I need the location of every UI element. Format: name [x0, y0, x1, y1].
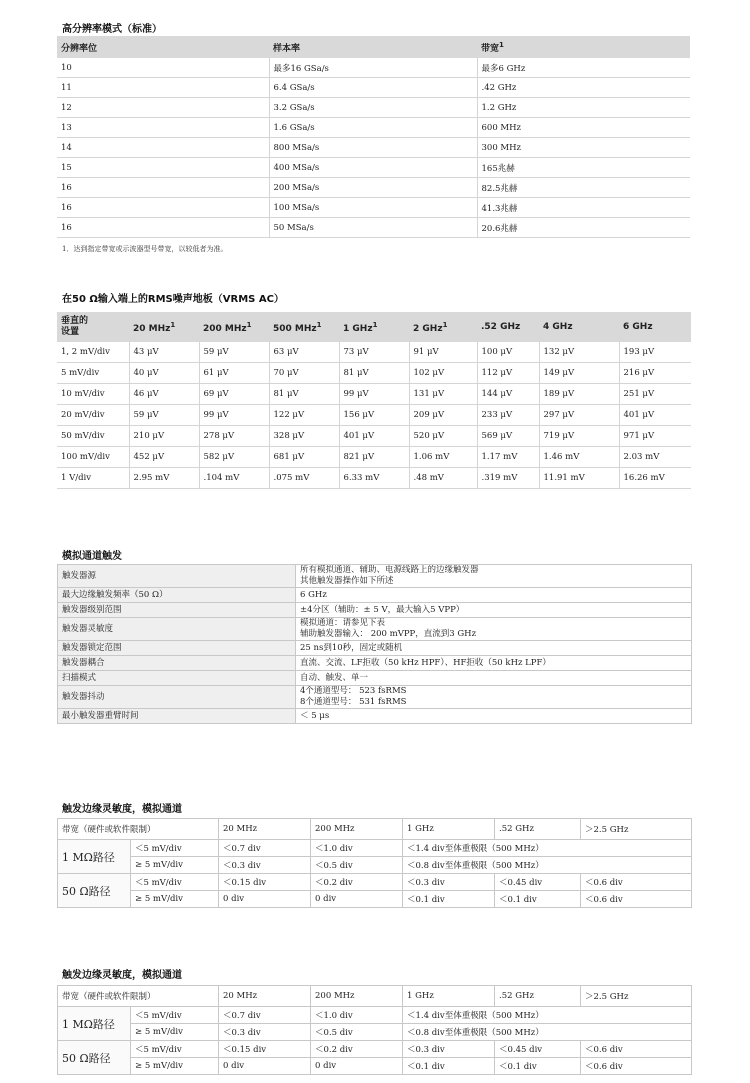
- table-cell: ＜0.1 div: [403, 1058, 495, 1075]
- section-title-edge-sensitivity: 触发边缘灵敏度，模拟通道: [62, 804, 182, 815]
- row-value: [296, 618, 692, 641]
- table-row: [58, 656, 692, 671]
- footnote-marker: 1: [372, 320, 378, 329]
- vdiv-cell: ≥ 5 mV/div: [131, 891, 219, 908]
- table-cell: 15: [57, 158, 269, 178]
- header-bandwidth: 带宽$^1$: [477, 36, 690, 58]
- table-cell: 81 μV: [269, 384, 339, 405]
- table-cell: 149 μV: [539, 363, 619, 384]
- table-cell: 156 μV: [339, 405, 409, 426]
- table-cell: ＜0.6 div: [581, 1041, 692, 1058]
- table-cell: ＜0.3 div: [219, 857, 311, 874]
- edge-sensitivity-table-2: [57, 985, 692, 1075]
- column-header: [129, 312, 199, 342]
- table-row: [58, 1041, 692, 1058]
- column-header: [409, 312, 477, 342]
- header-row: [58, 819, 692, 840]
- bandwidth-label: 带宽（硬件或软件限制）: [58, 819, 219, 840]
- table-row: [57, 158, 690, 178]
- header-line: 设置: [61, 327, 80, 337]
- table-cell: 69 μV: [199, 384, 269, 405]
- vdiv-cell: ＜5 mV/div: [131, 1041, 219, 1058]
- footnote: 1．达到指定带宽或示波器型号带宽，以较低者为准。: [62, 245, 228, 253]
- vdiv-cell: ＜5 mV/div: [131, 874, 219, 891]
- value-line: 6 GHz: [300, 589, 327, 600]
- trigger-table: [57, 564, 692, 724]
- table-cell: 165兆赫: [477, 158, 690, 178]
- section-title-trigger: 模拟通道触发: [62, 551, 122, 562]
- bandwidth-column: 1 GHz: [403, 819, 495, 840]
- table-cell: 99 μV: [199, 405, 269, 426]
- table-cell: 100 mV/div: [57, 447, 129, 468]
- table-cell: 122 μV: [269, 405, 339, 426]
- table-cell: 14: [57, 138, 269, 158]
- table-cell: 20.6兆赫: [477, 218, 690, 238]
- header-sample-rate: 样本率: [269, 36, 477, 58]
- table-cell: 569 μV: [477, 426, 539, 447]
- table-cell: 50 MSa/s: [269, 218, 477, 238]
- row-value: [296, 641, 692, 656]
- row-label: 触发器源: [58, 565, 296, 588]
- table-cell: 189 μV: [539, 384, 619, 405]
- bandwidth-label: 带宽（硬件或软件限制）: [58, 986, 219, 1007]
- bandwidth-column: 20 MHz: [219, 986, 311, 1007]
- table-cell: ＜0.8 div至体重极限（500 MHz）: [403, 857, 692, 874]
- table-row: [58, 603, 692, 618]
- header-text: 4 GHz: [543, 321, 573, 332]
- value-line: 所有模拟通道、辅助、电源线路上的边缘触发器: [300, 565, 479, 575]
- table-cell: 50 mV/div: [57, 426, 129, 447]
- table-row: [57, 218, 690, 238]
- value-line: 直流、交流、LF拒收（50 kHz HPF）、HF拒收（50 kHz LPF）: [300, 657, 551, 668]
- column-header: [199, 312, 269, 342]
- table-cell: 821 μV: [339, 447, 409, 468]
- vdiv-cell: ≥ 5 mV/div: [131, 1058, 219, 1075]
- header-resolution-bits: 分辨率位: [57, 36, 269, 58]
- footnote-marker: 1: [246, 320, 252, 329]
- header-text: 1 GHz: [343, 323, 373, 334]
- table-row: [58, 857, 692, 874]
- table-cell: ＜0.7 div: [219, 1007, 311, 1024]
- table-cell: 40 μV: [129, 363, 199, 384]
- header-text: 500 MHz: [273, 323, 317, 334]
- row-label: 最小触发器重臂时间: [58, 709, 296, 724]
- noise-floor-table: [57, 312, 691, 489]
- value-line: 8个通道型号： 531 fsRMS: [300, 697, 407, 707]
- value-line: ＜ 5 μs: [300, 710, 330, 721]
- table-cell: ＜0.5 div: [311, 857, 403, 874]
- table-cell: 300 MHz: [477, 138, 690, 158]
- row-label: 最大边缘触发频率（50 Ω）: [58, 588, 296, 603]
- column-header: [539, 312, 619, 342]
- table-row: [57, 78, 690, 98]
- table-cell: 401 μV: [339, 426, 409, 447]
- table-cell: 1, 2 mV/div: [57, 342, 129, 363]
- table-cell: 11.91 mV: [539, 468, 619, 489]
- bandwidth-column: 200 MHz: [311, 986, 403, 1007]
- table-cell: 216 μV: [619, 363, 691, 384]
- bandwidth-column: 200 MHz: [311, 819, 403, 840]
- table-cell: 61 μV: [199, 363, 269, 384]
- table-row: [58, 565, 692, 588]
- table-row: [58, 1024, 692, 1041]
- table-cell: 102 μV: [409, 363, 477, 384]
- table-cell: 800 MSa/s: [269, 138, 477, 158]
- bandwidth-column: 1 GHz: [403, 986, 495, 1007]
- vdiv-cell: ≥ 5 mV/div: [131, 1024, 219, 1041]
- table-cell: ＜0.1 div: [495, 891, 581, 908]
- table-cell: 2.95 mV: [129, 468, 199, 489]
- table-cell: ＜0.15 div: [219, 1041, 311, 1058]
- table-cell: 41.3兆赫: [477, 198, 690, 218]
- row-label: 触发器抖动: [58, 686, 296, 709]
- row-value: [296, 565, 692, 588]
- table-row: [58, 641, 692, 656]
- header-text: 6 GHz: [623, 321, 653, 332]
- table-cell: ＜0.15 div: [219, 874, 311, 891]
- table-cell: .42 GHz: [477, 78, 690, 98]
- table-row: [57, 447, 691, 468]
- table-cell: 719 μV: [539, 426, 619, 447]
- row-label: 触发器灵敏度: [58, 618, 296, 641]
- table-cell: 100 MSa/s: [269, 198, 477, 218]
- bandwidth-column: ＞2.5 GHz: [581, 819, 692, 840]
- table-cell: 193 μV: [619, 342, 691, 363]
- table-cell: 12: [57, 98, 269, 118]
- table-row: [57, 405, 691, 426]
- table-row: [57, 98, 690, 118]
- header-text: 2 GHz: [413, 323, 443, 334]
- footnote-marker: 1: [170, 320, 176, 329]
- footnote-marker: 1: [316, 320, 322, 329]
- table-cell: ＜0.45 div: [495, 1041, 581, 1058]
- section-title-edge-sensitivity-2: 触发边缘灵敏度，模拟通道: [62, 970, 182, 981]
- value-line: ±4分区（辅助：± 5 V，最大输入5 VPP）: [300, 604, 465, 615]
- path-1m: 1 MΩ路径: [58, 1007, 131, 1041]
- table-row: [57, 178, 690, 198]
- table-cell: 0 div: [311, 891, 403, 908]
- column-header: [477, 312, 539, 342]
- row-label: 触发器锁定范围: [58, 641, 296, 656]
- table-row: [58, 874, 692, 891]
- table-cell: ＜0.45 div: [495, 874, 581, 891]
- table-row: [57, 138, 690, 158]
- row-value: [296, 603, 692, 618]
- table-cell: 132 μV: [539, 342, 619, 363]
- table-cell: 233 μV: [477, 405, 539, 426]
- table-cell: .104 mV: [199, 468, 269, 489]
- table-cell: .075 mV: [269, 468, 339, 489]
- table-row: [58, 840, 692, 857]
- table-cell: 99 μV: [339, 384, 409, 405]
- table-cell: .319 mV: [477, 468, 539, 489]
- table-cell: 16.26 mV: [619, 468, 691, 489]
- table-cell: 59 μV: [199, 342, 269, 363]
- table-cell: 10 mV/div: [57, 384, 129, 405]
- table-cell: 582 μV: [199, 447, 269, 468]
- table-cell: 600 MHz: [477, 118, 690, 138]
- table-cell: ＜1.4 div至体重极限（500 MHz）: [403, 1007, 692, 1024]
- table-row: [57, 118, 690, 138]
- table-row: [57, 363, 691, 384]
- table-cell: 144 μV: [477, 384, 539, 405]
- edge-sensitivity-table: [57, 818, 692, 908]
- section-title-noise-floor: 在50 Ω输入端上的RMS噪声地板（VRMS AC）: [62, 294, 284, 305]
- table-cell: 200 MSa/s: [269, 178, 477, 198]
- table-cell: 112 μV: [477, 363, 539, 384]
- table-cell: 63 μV: [269, 342, 339, 363]
- table-cell: ＜0.1 div: [495, 1058, 581, 1075]
- path-1m: 1 MΩ路径: [58, 840, 131, 874]
- table-cell: 16: [57, 218, 269, 238]
- table-cell: ＜0.3 div: [403, 1041, 495, 1058]
- value-line: 4个通道型号： 523 fsRMS: [300, 686, 407, 696]
- resolution-table: [57, 36, 690, 238]
- row-value: [296, 686, 692, 709]
- table-cell: ＜1.0 div: [311, 840, 403, 857]
- value-line: 25 ns到10秒，固定或随机: [300, 642, 403, 653]
- table-cell: 1.06 mV: [409, 447, 477, 468]
- table-cell: 520 μV: [409, 426, 477, 447]
- table-cell: 1.6 GSa/s: [269, 118, 477, 138]
- row-label: 触发器级别范围: [58, 603, 296, 618]
- table-cell: 1 V/div: [57, 468, 129, 489]
- value-line: 辅助触发器输入： 200 mVPP，直流到3 GHz: [300, 629, 477, 639]
- table-cell: 2.03 mV: [619, 447, 691, 468]
- table-cell: 297 μV: [539, 405, 619, 426]
- table-row: [57, 58, 690, 78]
- table-cell: 452 μV: [129, 447, 199, 468]
- value-line: 其他触发器操作如下所述: [300, 576, 394, 586]
- table-cell: 3.2 GSa/s: [269, 98, 477, 118]
- table-cell: 16: [57, 178, 269, 198]
- row-value: [296, 709, 692, 724]
- table-row: [57, 426, 691, 447]
- table-cell: ＜0.3 div: [403, 874, 495, 891]
- table-cell: ＜0.2 div: [311, 1041, 403, 1058]
- table-cell: 100 μV: [477, 342, 539, 363]
- row-label: 扫描模式: [58, 671, 296, 686]
- table-cell: 681 μV: [269, 447, 339, 468]
- row-label: 触发器耦合: [58, 656, 296, 671]
- table-row: [57, 468, 691, 489]
- header-text: 200 MHz: [203, 323, 247, 334]
- table-row: [57, 198, 690, 218]
- table-cell: 1.2 GHz: [477, 98, 690, 118]
- header-row: [58, 986, 692, 1007]
- table-cell: 328 μV: [269, 426, 339, 447]
- table-cell: 401 μV: [619, 405, 691, 426]
- table-row: [57, 342, 691, 363]
- column-header: [57, 312, 129, 342]
- table-cell: 91 μV: [409, 342, 477, 363]
- table-cell: 最多6 GHz: [477, 58, 690, 78]
- table-cell: 20 mV/div: [57, 405, 129, 426]
- table-row: [58, 671, 692, 686]
- row-value: [296, 656, 692, 671]
- table-row: [58, 709, 692, 724]
- table-cell: 210 μV: [129, 426, 199, 447]
- table-cell: .48 mV: [409, 468, 477, 489]
- table-row: [58, 1058, 692, 1075]
- table-row: [58, 618, 692, 641]
- table-cell: 82.5兆赫: [477, 178, 690, 198]
- table-cell: 59 μV: [129, 405, 199, 426]
- table-cell: ＜0.6 div: [581, 874, 692, 891]
- table-cell: 0 div: [311, 1058, 403, 1075]
- table-cell: ＜0.1 div: [403, 891, 495, 908]
- table-cell: ＜0.6 div: [581, 891, 692, 908]
- table-cell: ＜0.5 div: [311, 1024, 403, 1041]
- table-cell: 16: [57, 198, 269, 218]
- vdiv-cell: ＜5 mV/div: [131, 1007, 219, 1024]
- vdiv-cell: ＜5 mV/div: [131, 840, 219, 857]
- path-50: 50 Ω路径: [58, 1041, 131, 1075]
- column-header: [269, 312, 339, 342]
- bandwidth-column: .52 GHz: [495, 819, 581, 840]
- value-line: 模拟通道：请参见下表: [300, 618, 386, 628]
- table-cell: 209 μV: [409, 405, 477, 426]
- section-title-resolution: 高分辨率模式（标准）: [62, 24, 162, 35]
- header-text: 20 MHz: [133, 323, 171, 334]
- table-cell: ＜0.6 div: [581, 1058, 692, 1075]
- table-row: [58, 588, 692, 603]
- table-cell: 278 μV: [199, 426, 269, 447]
- table-cell: 最多16 GSa/s: [269, 58, 477, 78]
- bandwidth-column: .52 GHz: [495, 986, 581, 1007]
- table-cell: ＜0.8 div至体重极限（500 MHz）: [403, 1024, 692, 1041]
- table-cell: 13: [57, 118, 269, 138]
- header-text: .52 GHz: [481, 321, 521, 332]
- table-cell: 400 MSa/s: [269, 158, 477, 178]
- table-row: [58, 686, 692, 709]
- table-cell: 0 div: [219, 1058, 311, 1075]
- table-cell: 70 μV: [269, 363, 339, 384]
- table-row: [58, 891, 692, 908]
- table-row: [58, 1007, 692, 1024]
- table-cell: ＜1.0 div: [311, 1007, 403, 1024]
- footnote-marker: 1: [442, 320, 448, 329]
- table-cell: ＜0.2 div: [311, 874, 403, 891]
- table-cell: ＜0.3 div: [219, 1024, 311, 1041]
- value-line: 自动、触发、单一: [300, 672, 369, 683]
- table-cell: 131 μV: [409, 384, 477, 405]
- table-cell: 6.4 GSa/s: [269, 78, 477, 98]
- table-cell: ＜1.4 div至体重极限（500 MHz）: [403, 840, 692, 857]
- bandwidth-column: ＞2.5 GHz: [581, 986, 692, 1007]
- table-cell: 6.33 mV: [339, 468, 409, 489]
- column-header: [619, 312, 691, 342]
- table-cell: 251 μV: [619, 384, 691, 405]
- table-cell: 43 μV: [129, 342, 199, 363]
- table-cell: ＜0.7 div: [219, 840, 311, 857]
- header-line: 垂直的: [61, 316, 89, 326]
- table-cell: 971 μV: [619, 426, 691, 447]
- table-cell: 10: [57, 58, 269, 78]
- table-cell: 0 div: [219, 891, 311, 908]
- row-value: [296, 588, 692, 603]
- column-header: [339, 312, 409, 342]
- row-value: [296, 671, 692, 686]
- table-cell: 5 mV/div: [57, 363, 129, 384]
- table-cell: 1.46 mV: [539, 447, 619, 468]
- vdiv-cell: ≥ 5 mV/div: [131, 857, 219, 874]
- table-cell: 1.17 mV: [477, 447, 539, 468]
- table-cell: 46 μV: [129, 384, 199, 405]
- path-50: 50 Ω路径: [58, 874, 131, 908]
- table-cell: 81 μV: [339, 363, 409, 384]
- table-cell: 73 μV: [339, 342, 409, 363]
- table-row: [57, 384, 691, 405]
- bandwidth-column: 20 MHz: [219, 819, 311, 840]
- table-cell: 11: [57, 78, 269, 98]
